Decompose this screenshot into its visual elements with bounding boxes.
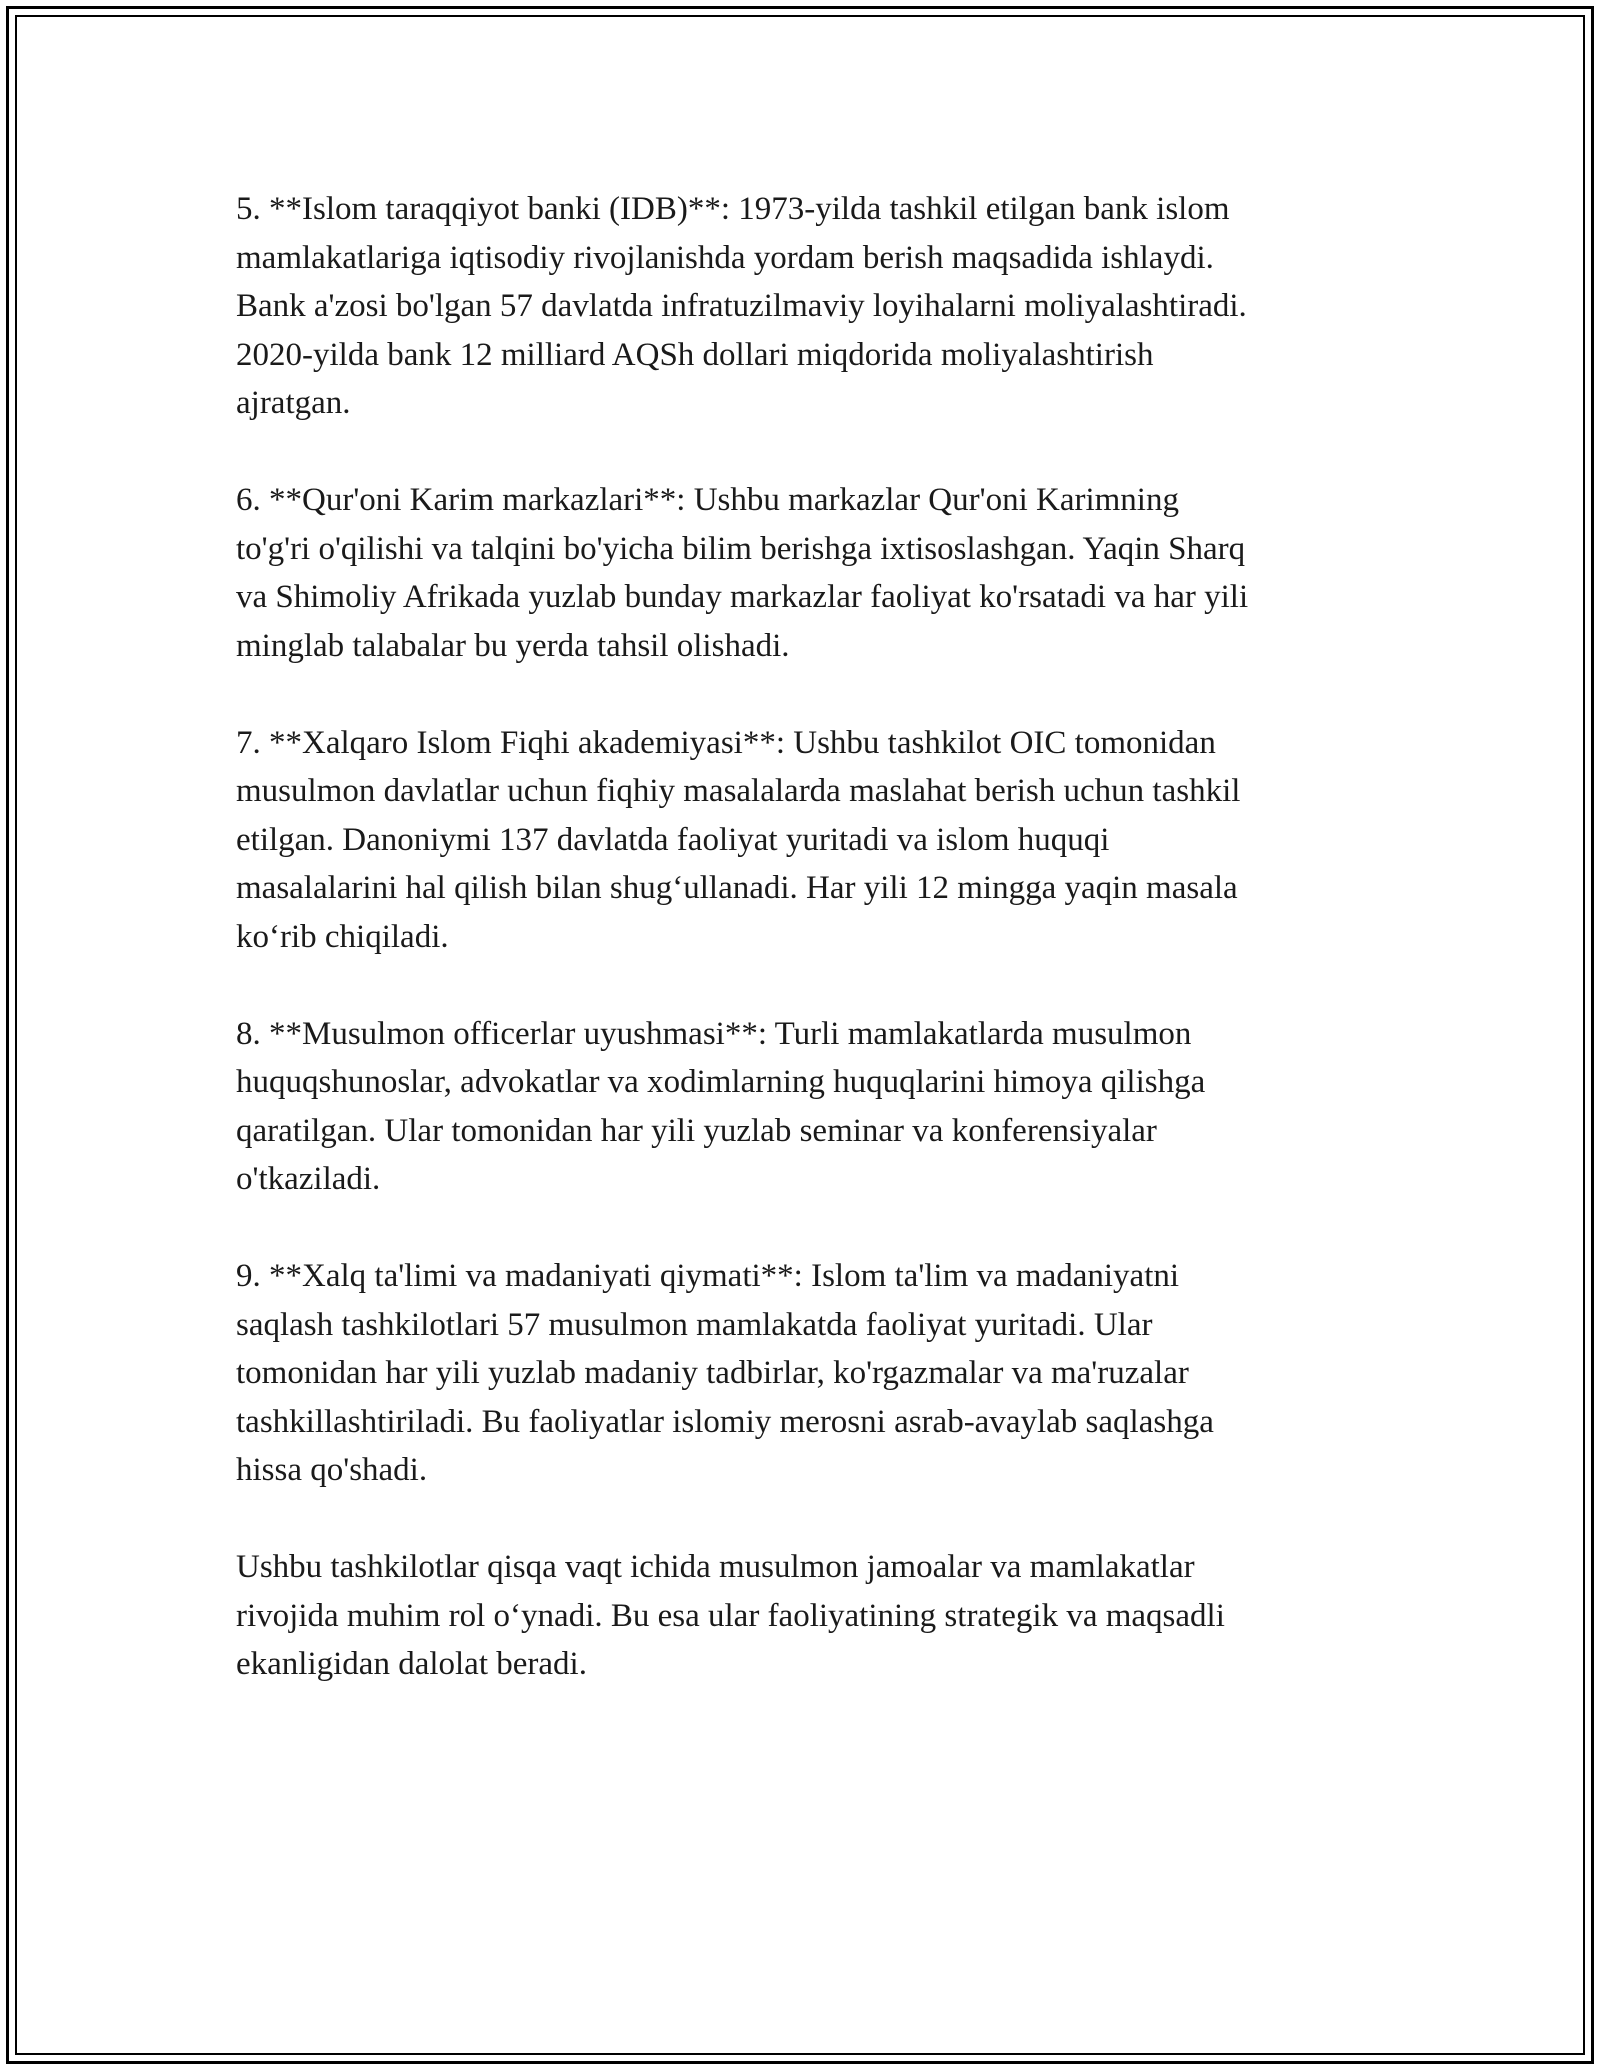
text-line: hissa qo'shadi. <box>236 1452 428 1488</box>
text-line: 6. **Qur'oni Karim markazlari**: Ushbu markazlar Qur'oni Karimning <box>236 482 1179 518</box>
text-line: etilgan. Danoniymi 137 davlatda faoliyat yuritadi va islom huquqi <box>236 821 1110 858</box>
text-line: rivojida muhim rol o‘ynadi. Bu esa ular faoliyatining strategik va maqsadli <box>236 1597 1225 1634</box>
text-line: 8. **Musulmon officerlar uyushmasi**: Turli mamlakatlarda musulmon <box>236 1015 1192 1052</box>
paragraph-item-9 <box>236 1252 1426 1495</box>
text-line: Ushbu tashkilotlar qisqa vaqt ichida musulmon jamoalar va mamlakatlar <box>236 1549 1195 1585</box>
paragraph-item-6 <box>236 476 1426 670</box>
text-line: minglab talabalar bu yerda tahsil olishadi. <box>236 627 790 664</box>
text-line: Bank a'zosi bo'lgan 57 davlatda infratuzilmaviy loyihalarni moliyalashtiradi. <box>236 288 1247 324</box>
text-line: qaratilgan. Ular tomonidan har yili yuzlab seminar va konferensiyalar <box>236 1112 1157 1149</box>
text-line: masalalarini hal qilish bilan shug‘ullanadi. Har yili 12 mingga yaqin masala <box>236 870 1238 906</box>
text-line: to'g'ri o'qilishi va talqini bo'yicha bilim berishga ixtisoslashgan. Yaqin Sharq <box>236 530 1246 567</box>
text-line: saqlash tashkilotlari 57 musulmon mamlakatda faoliyat yuritadi. Ular <box>236 1306 1153 1343</box>
text-line: 7. **Xalqaro Islom Fiqhi akademiyasi**: Ushbu tashkilot OIC tomonidan <box>236 724 1216 761</box>
paragraph-item-8 <box>236 1010 1426 1204</box>
text-line: o'tkaziladi. <box>236 1161 381 1197</box>
text-line: ajratgan. <box>236 385 351 421</box>
document-body <box>236 185 1426 1737</box>
text-line: 5. **Islom taraqqiyot banki (IDB)**: 1973-yilda tashkil etilgan bank islom <box>236 191 1230 227</box>
text-line: tomonidan har yili yuzlab madaniy tadbirlar, ko'rgazmalar va ma'ruzalar <box>236 1355 1189 1391</box>
text-line: 9. **Xalq ta'limi va madaniyati qiymati**: Islom ta'lim va madaniyatni <box>236 1258 1180 1294</box>
text-line: mamlakatlariga iqtisodiy rivojlanishda yordam berish maqsadida ishlaydi. <box>236 239 1214 276</box>
text-line: huquqshunoslar, advokatlar va xodimlarning huquqlarini himoya qilishga <box>236 1064 1206 1100</box>
paragraph-conclusion <box>236 1543 1426 1689</box>
text-line: musulmon davlatlar uchun fiqhiy masalalarda maslahat berish uchun tashkil <box>236 773 1241 809</box>
text-line: ekanligidan dalolat beradi. <box>236 1646 587 1682</box>
paragraph-item-5 <box>236 185 1426 428</box>
text-line: tashkillashtiriladi. Bu faoliyatlar islomiy merosni asrab-avaylab saqlashga <box>236 1403 1214 1440</box>
text-line: ko‘rib chiqiladi. <box>236 918 449 955</box>
paragraph-item-7 <box>236 719 1426 962</box>
text-line: 2020-yilda bank 12 milliard AQSh dollari miqdorida moliyalashtirish <box>236 336 1154 373</box>
text-line: va Shimoliy Afrikada yuzlab bunday markazlar faoliyat ko'rsatadi va har yili <box>236 579 1249 615</box>
